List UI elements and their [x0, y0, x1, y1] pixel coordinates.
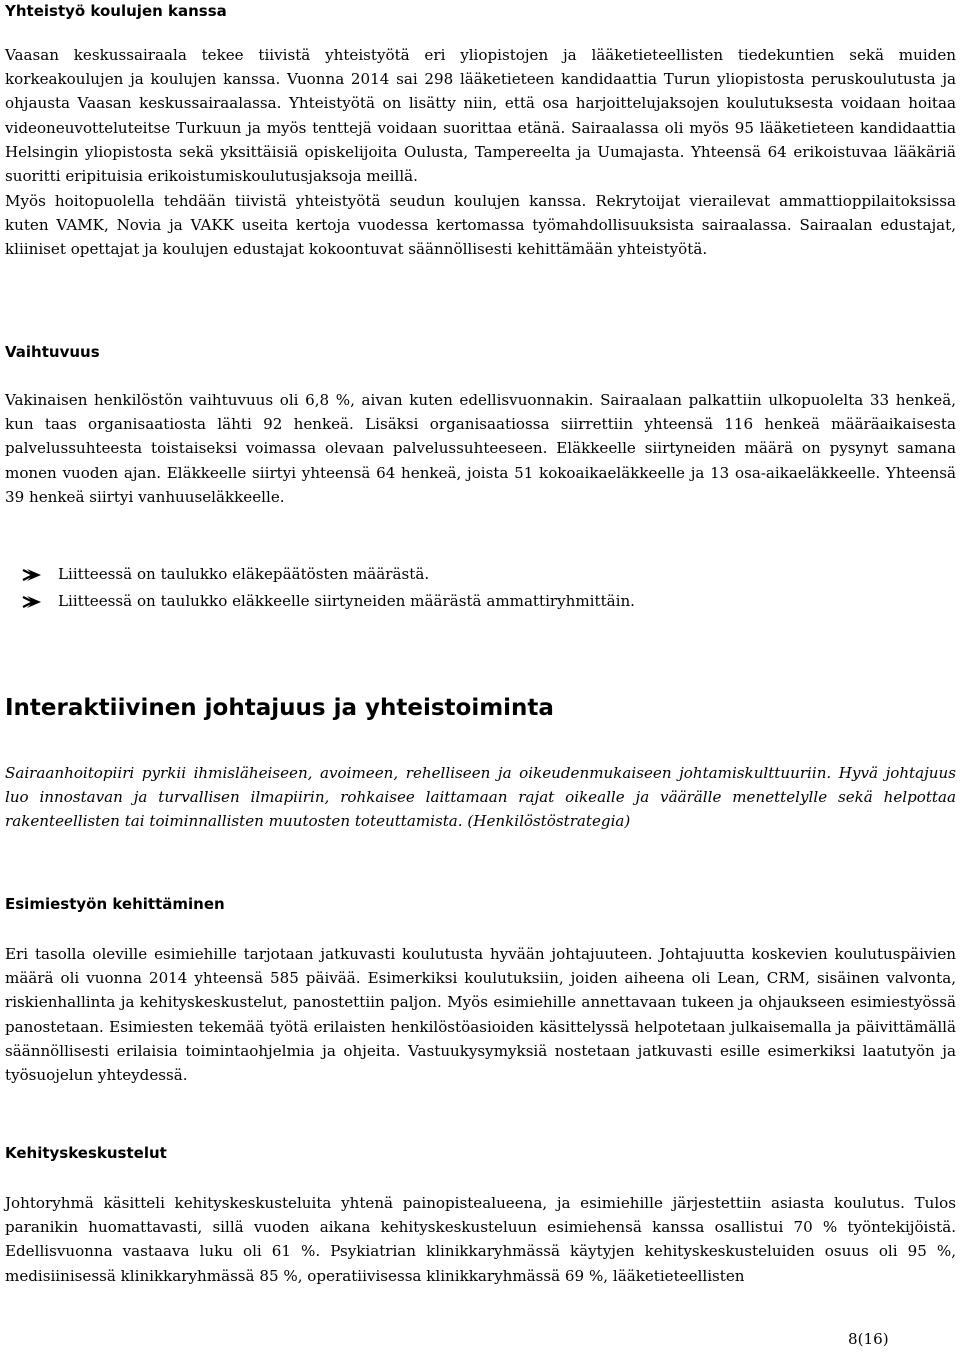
list-item [0, 561, 635, 588]
paragraph-esimiestyo: Eri tasolla oleville esimiehille tarjotaan jatkuvasti koulutusta hyvään johtajuuteen. Johtajuutta koskevien koulutuspäivien määrä oli vuonna 2014 yhteensä 585 päivää. Esimerkiksi koulutuksiin, joiden aiheena oli Lean, CRM, sisäinen valvonta, riskienhallinta ja kehityskeskustelut, panostettiin paljon. Myös esimiehille annettavaan tukeen ja ohjaukseen esimiestyössä panostetaan. Esimiesten tekemää työtä erilaisten henkilöstöasioiden käsittelyssä helpotetaan julkaisemalla ja päivittämällä säännöllisesti erilaisia toimintaohjelmia ja ohjeita. Vastuukysymyksiä nostetaan jatkuvasti esille esimerkiksi laatutyön ja työsuojelun yhteydessä. [5, 945, 956, 1085]
heading-kehityskeskustelut: Kehityskeskustelut [5, 1144, 167, 1162]
heading-johtajuus: Interaktiivinen johtajuus ja yhteistoiminta [5, 695, 554, 721]
bullet-text: Liitteessä on taulukko eläkkeelle siirtyneiden määrästä ammattiryhmittäin. [58, 592, 635, 610]
paragraph-yhteistyo-2: Myös hoitopuolella tehdään tiivistä yhteistyötä seudun koulujen kanssa. Rekrytoijat vierailevat ammattioppilaitoksissa kuten VAMK, Novia ja VAKK useita kertoja vuodessa kertomassa työmahdollisuuksista sairaalassa. Sairaalan edustajat, kliiniset opettajat ja koulujen edustajat kokoontuvat säännöllisesti kehittämään yhteistyötä. [5, 192, 956, 259]
heading-esimiestyo: Esimiestyön kehittäminen [5, 895, 225, 913]
paragraph-johtajuus: Sairaanhoitopiiri pyrkii ihmisläheiseen, avoimeen, rehelliseen ja oikeudenmukaiseen johtamiskulttuuriin. Hyvä johtajuus luo innostavan ja turvallisen ilmapiirin, rohkaisee laittamaan rajat oikealle ja väärälle menettelylle sekä helpottaa rakenteellisten tai toiminnallisten muutosten toteuttamista. (Henkilöstöstrategia) [5, 764, 956, 831]
heading-yhteistyo: Yhteistyö koulujen kanssa [5, 2, 227, 20]
paragraph-yhteistyo-1: Vaasan keskussairaala tekee tiivistä yhteistyötä eri yliopistojen ja lääketieteellisten tiedekuntien sekä muiden korkeakoulujen ja koulujen kanssa. Vuonna 2014 sai 298 lääketieteen kandidaattia Turun yliopistosta peruskoulutusta ja ohjausta Vaasan keskussairaalassa. Yhteistyötä on lisätty niin, että osa harjoittelujaksojen koulutuksesta voidaan hoitaa videoneuvotteluteitse Turkuun ja myös tenttejä voidaan suorittaa etänä. Sairaalassa oli myös 95 lääketieteen kandidaattia Helsingin yliopistosta sekä yksittäisiä opiskelijoita Oulusta, Tampereelta ja Uumajasta. Yhteensä 64 erikoistuvaa lääkäriä suoritti eripituisia erikoistumiskoulutusjaksoja meillä. [5, 46, 956, 186]
bullet-text: Liitteessä on taulukko eläkepäätösten määrästä. [58, 565, 430, 583]
page-number: 8(16) [848, 1330, 889, 1348]
paragraph-kehityskeskustelut: Johtoryhmä käsitteli kehityskeskusteluita yhtenä painopistealueena, ja esimiehille järjestettiin asiasta koulutus. Tulos paranikin huomattavasti, sillä vuoden aikana kehityskeskusteluun esimiehensä kanssa osallistui 70 % työntekijöistä. Edellisvuonna vastaava luku oli 61 %. Psykiatrian klinikkaryhmässä käytyjen kehityskeskusteluiden osuus oli 95 %, medisiinisessä klinikkaryhmässä 85 %, operatiivisessa klinikkaryhmässä 69 %, lääketieteellisten [5, 1194, 956, 1285]
arrow-bullet-icon [22, 568, 42, 582]
arrow-bullet-icon [22, 595, 42, 609]
heading-vaihtuvuus: Vaihtuvuus [5, 343, 100, 361]
bullet-list [0, 561, 635, 615]
paragraph-vaihtuvuus: Vakinaisen henkilöstön vaihtuvuus oli 6,8 %, aivan kuten edellisvuonnakin. Sairaalaan palkattiin ulkopuolelta 33 henkeä, kun taas organisaatiosta lähti 92 henkeä. Lisäksi organisaatiossa siirrettiin yhteensä 116 henkeä määräaikaisesta palvelussuhteesta toistaiseksi voimassa olevaan palvelussuhteeseen. Eläkkeelle siirtyneiden määrä on pysynyt samana monen vuoden ajan. Eläkkeelle siirtyi yhteensä 64 henkeä, joista 51 kokoaikaeläkkeelle ja 13 osa-aikaeläkkeelle. Yhteensä 39 henkeä siirtyi vanhuuseläkkeelle. [5, 391, 956, 506]
list-item [0, 588, 635, 615]
